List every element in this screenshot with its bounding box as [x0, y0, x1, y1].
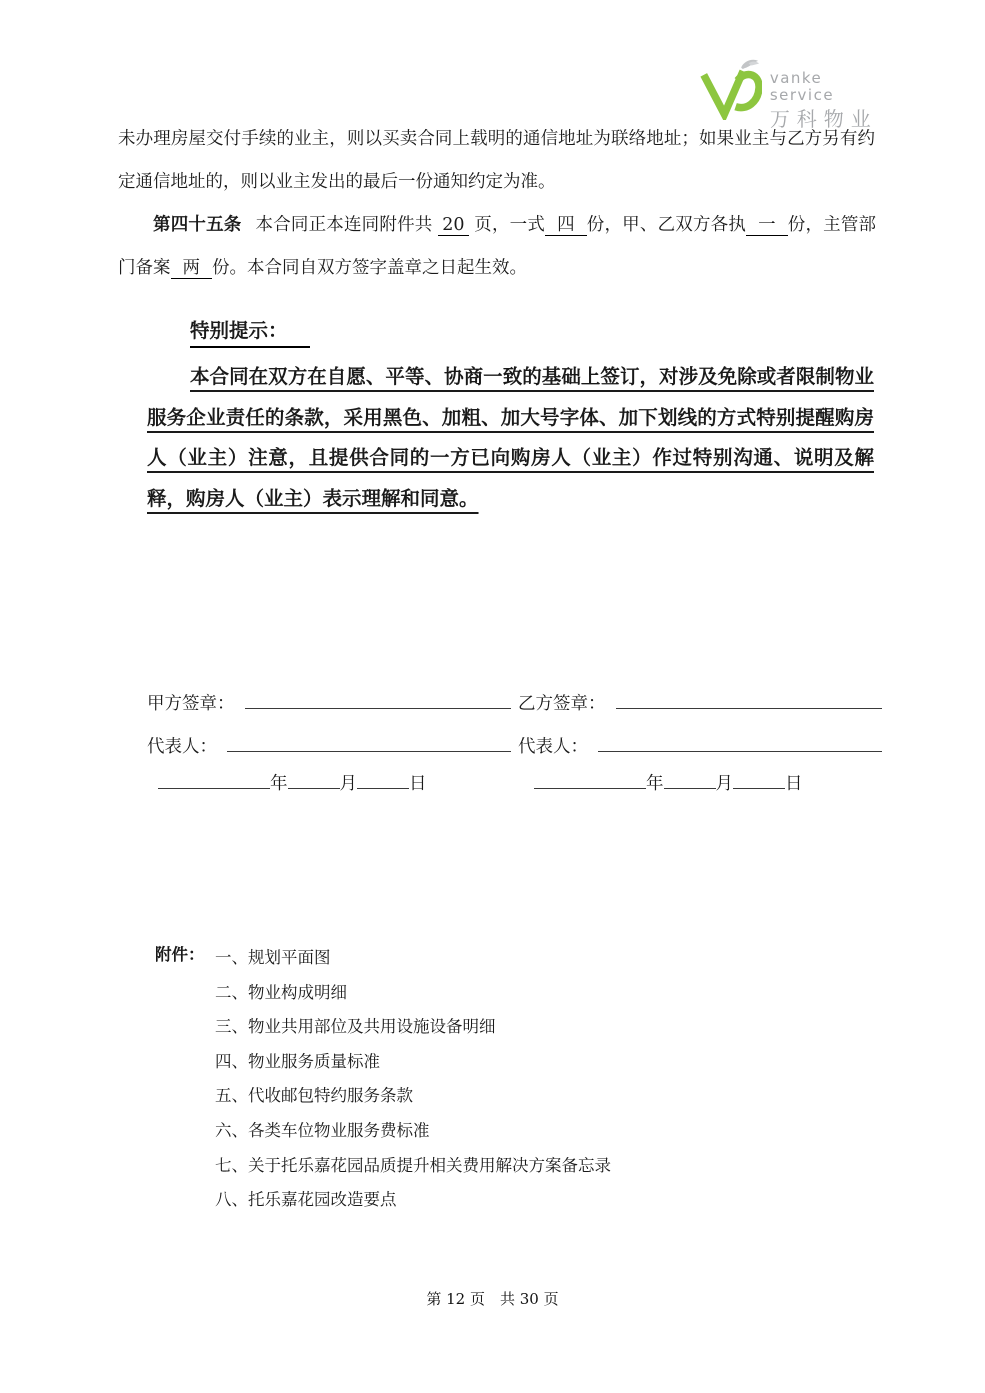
attachment-item: 三、物业共用部位及共用设施设备明细 [215, 1017, 496, 1037]
vanke-service-logo [700, 56, 885, 131]
clause-45-text: 份，甲、乙双方各执 [586, 215, 747, 235]
attachment-item: 六、各类车位物业服务费标准 [215, 1120, 430, 1140]
party-b-representative-label: 代表人： [518, 737, 588, 757]
special-notice-heading [190, 315, 310, 348]
party-b-representative-row [518, 733, 882, 758]
day-label: 日 [785, 774, 803, 794]
party-a-day-blank [357, 788, 409, 789]
party-a-representative-row [147, 733, 511, 758]
attachment-item: 五、代收邮包特约服务条款 [215, 1086, 413, 1106]
pages-count-blank: 20 [438, 215, 468, 236]
vs-monogram [704, 71, 759, 114]
party-b-year-blank [534, 788, 646, 789]
filing-count-blank: 两 [171, 258, 213, 279]
attachment-item: 七、关于托乐嘉花园品质提升相关费用解决方案备忘录 [215, 1155, 611, 1175]
party-b-day-blank [733, 788, 785, 789]
logo-brand-cn: 万科物业 [769, 106, 878, 131]
clause-45 [118, 204, 876, 290]
day-label: 日 [409, 774, 427, 794]
clause-45-text: 份。本合同自双方签字盖章之日起生效。 [212, 258, 527, 278]
party-a-month-blank [288, 788, 340, 789]
party-b-seal-row [518, 690, 882, 715]
party-a-representative-blank [227, 751, 511, 752]
party-a-seal-row [147, 690, 511, 715]
attachment-item: 四、物业服务质量标准 [215, 1051, 380, 1071]
logo-brand-en: vanke service [769, 69, 835, 105]
special-notice-heading-text: 特别提示： [190, 315, 310, 348]
clause-45-text: 页，一式 [468, 215, 546, 235]
each-party-count-blank: 一 [746, 215, 788, 236]
party-b-date-row [534, 770, 803, 795]
month-label: 月 [715, 774, 733, 794]
clause-45-text: 份，主管部门备案 [118, 215, 877, 278]
year-label: 年 [646, 774, 664, 794]
party-b-month-blank [664, 788, 716, 789]
party-b-seal-label: 乙方签章： [518, 694, 606, 714]
party-a-representative-label: 代表人： [147, 737, 217, 757]
party-a-year-blank [158, 788, 270, 789]
bird-icon [741, 60, 759, 69]
attachment-item: 八、托乐嘉花园改造要点 [215, 1190, 397, 1210]
party-b-representative-blank [598, 751, 882, 752]
party-a-date-row [158, 770, 427, 795]
copies-count-blank: 四 [545, 215, 587, 236]
clause-45-number: 第四十五条 [153, 215, 242, 235]
special-notice-body: 本合同在双方在自愿、平等、协商一致的基础上签订，对涉及免除或者限制物业服务企业责任的条款，采用黑色、加粗、加大号字体、加下划线的方式特别提醒购房人（业主）注意，且提供合同的一方已向购房人（业主）作过特别沟通、说明及解释，购房人（业主）表示理解和同意。 [147, 365, 874, 510]
attachments-label: 附件： [155, 945, 205, 964]
paragraph-contact-address: 未办理房屋交付手续的业主，则以买卖合同上载明的通信地址为联络地址；如果业主与乙方另有约定通信地址的，则以业主发出的最后一份通知约定为准。 [118, 129, 875, 192]
clause-45-text: 本合同正本连同附件共 [255, 215, 439, 235]
page-number-indicator: 第 12 页 共 30 页 [426, 1290, 559, 1308]
attachments-list [215, 941, 611, 1218]
party-a-seal-label: 甲方签章： [147, 694, 235, 714]
vanke-vs-logo-icon [700, 56, 762, 120]
year-label: 年 [270, 774, 288, 794]
attachment-item: 一、规划平面图 [215, 948, 331, 967]
attachment-item: 二、物业构成明细 [215, 982, 347, 1002]
party-b-seal-blank [616, 708, 882, 709]
month-label: 月 [339, 774, 357, 794]
party-a-seal-blank [245, 708, 511, 709]
